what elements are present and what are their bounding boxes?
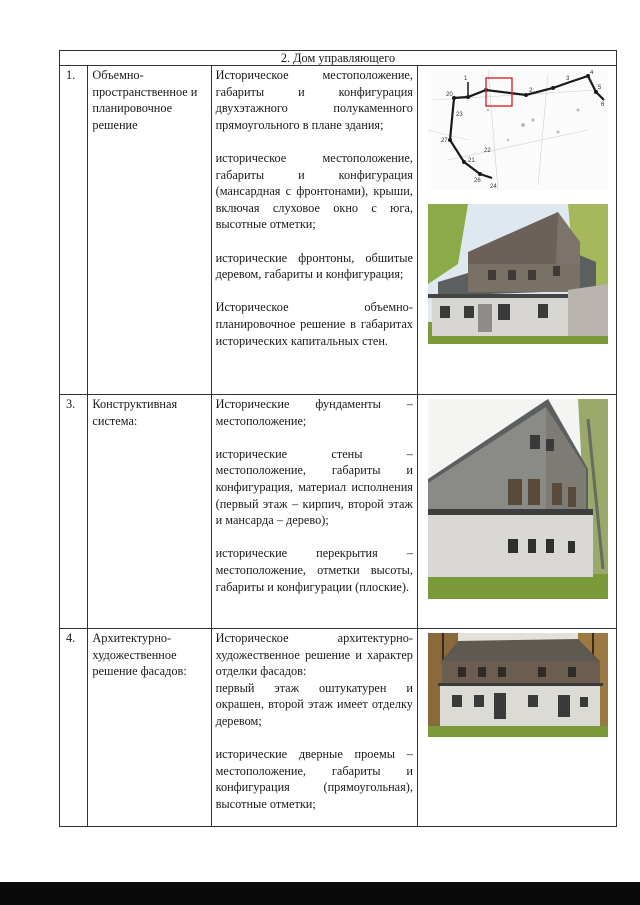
house-photo-1 <box>428 204 608 344</box>
description-paragraph: Историческое местоположение, габариты и конфигурация двухэтажного полукаменного прямоугольного в плане здания; <box>215 68 413 132</box>
plan-point-label: 4 <box>589 70 594 76</box>
table-row <box>60 395 617 629</box>
section-title: 2. Дом управляющего <box>60 51 617 66</box>
description-paragraph: исторические фронтоны, обшитые деревом, габариты и конфигурация; <box>215 250 413 282</box>
row-number: 3. <box>60 395 88 629</box>
plan-point-label: 5 <box>597 85 602 91</box>
description-paragraph: первый этаж оштукатурен и окрашен, второй этаж имеет отделку деревом; <box>215 680 413 728</box>
plan-point-label: 22 <box>483 148 491 154</box>
scan-bottom-edge <box>0 882 640 905</box>
row-description <box>211 629 417 827</box>
table-row <box>60 66 617 395</box>
row-number: 4. <box>60 629 88 827</box>
row-number: 1. <box>60 66 88 395</box>
plan-point-label: 2 <box>528 88 533 94</box>
section-title-row <box>60 51 617 66</box>
plan-point-label: 1 <box>463 76 468 82</box>
row-name: Архитектурно-художественное решение фасадов: <box>88 629 211 827</box>
plan-point-label: 27 <box>440 138 448 144</box>
row-description <box>211 395 417 629</box>
plan-point-label: 23 <box>455 112 463 118</box>
house-photo-3 <box>428 633 608 737</box>
description-paragraph: историческое местоположение, габариты и конфигурация (мансардная с фронтонами), крыши, включая слуховое окно с юга, высотные отметки; <box>215 150 413 232</box>
plan-point-label: 20 <box>445 92 453 98</box>
plan-point-label: 26 <box>473 178 481 184</box>
description-paragraph: Историческое архитектурно-художественное решение и характер отделки фасадов: <box>215 631 413 679</box>
row-images <box>417 395 616 629</box>
plan-point-label: 24 <box>489 184 497 190</box>
plan-point-label: 3 <box>565 76 570 82</box>
row-name: Объемно-пространственное и планировочное решение <box>88 66 211 395</box>
monument-subject-table <box>59 50 617 827</box>
row-name: Конструктивная система: <box>88 395 211 629</box>
row-images <box>417 629 616 827</box>
site-plan-image <box>428 70 608 190</box>
description-paragraph: исторические перекрытия – местоположение, отметки высоты, габариты и конфигурации (плоские). <box>215 546 413 594</box>
table-row <box>60 629 617 827</box>
row-description <box>211 66 417 395</box>
description-paragraph: Историческое объемно-планировочное решение в габаритах исторических капитальных стен. <box>215 300 413 348</box>
plan-point-label: 21 <box>467 158 475 164</box>
description-paragraph: исторические стены – местоположение, габариты и конфигурация, материал исполнения (первый этаж – кирпич, второй этаж и мансарда – дерево); <box>215 446 413 528</box>
house-photo-2 <box>428 399 608 599</box>
description-paragraph: исторические дверные проемы – местоположение, габариты и конфигурация (прямоугольная), высотные отметки; <box>215 747 413 811</box>
row-images <box>417 66 616 395</box>
plan-point-label: 6 <box>600 102 605 108</box>
description-paragraph: Исторические фундаменты – местоположение; <box>215 397 413 428</box>
